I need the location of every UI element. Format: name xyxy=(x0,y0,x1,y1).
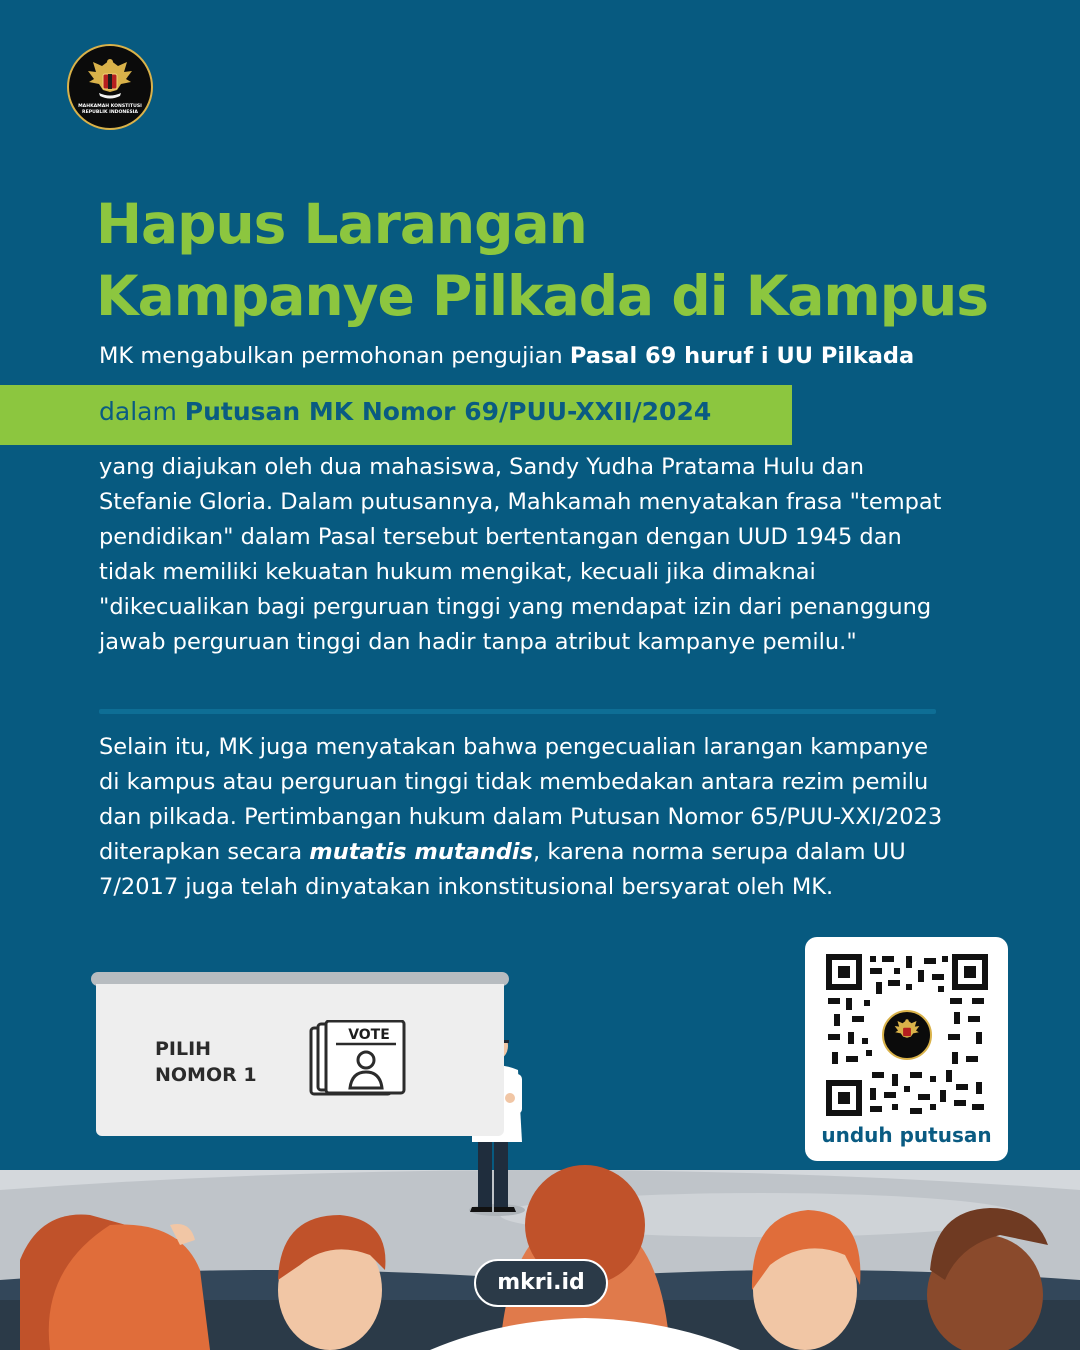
page-title xyxy=(96,188,988,332)
title-line-2: Kampanye Pilkada di Kampus xyxy=(96,264,989,328)
qr-download-label[interactable]: unduh putusan xyxy=(821,1123,992,1147)
decision-number: Putusan MK Nomor 69/PUU-XXII/2024 xyxy=(184,397,712,426)
website-link[interactable]: mkri.id xyxy=(474,1259,608,1307)
logo-caption: MAHKAMAH KONSTITUSI REPUBLIK INDONESIA xyxy=(78,104,142,115)
board-line-2: NOMOR 1 xyxy=(155,1064,257,1086)
mk-logo xyxy=(67,44,153,130)
lead-text xyxy=(99,343,914,369)
paragraph-1: yang diajukan oleh dua mahasiswa, Sandy Yudha Pratama Hulu dan Stefanie Gloria. Dalam putusannya, Mahkamah menyatakan frasa "tempat pendidikan" dalam Pasal tersebut bertentangan dengan UUD 1945 dan tidak memiliki kekuatan hukum mengikat, kecuali jika dimaknai "dikecualikan bagi perguruan tinggi yang mendapat izin dari penanggung jawab perguruan tinggi dan hadir tanpa atribut kampanye pemilu." xyxy=(99,454,942,655)
lead-text-bold: Pasal 69 huruf i UU Pilkada xyxy=(569,343,915,369)
qr-center-logo-icon xyxy=(882,1010,932,1060)
audience-head-4 xyxy=(752,1210,860,1350)
paragraph-2-part-2: , karena norma serupa dalam UU 7/2017 juga telah dinyatakan inkonstitusional bersyarat oleh MK. xyxy=(99,839,906,900)
paragraph-2 xyxy=(99,730,949,905)
title-line-1: Hapus Larangan xyxy=(96,192,587,256)
garuda-emblem-icon xyxy=(69,46,151,128)
divider xyxy=(99,709,936,714)
audience-head-5 xyxy=(927,1208,1048,1350)
audience-head-1 xyxy=(20,1215,210,1350)
highlight-text xyxy=(99,397,711,426)
vote-label: VOTE xyxy=(348,1027,390,1043)
highlight-text-regular: dalam xyxy=(99,397,185,426)
board-text xyxy=(155,1036,257,1088)
board-line-1: PILIH xyxy=(155,1038,212,1060)
paragraph-2-emphasis: mutatis mutandis xyxy=(309,839,534,865)
paragraph-2-part-1: Selain itu, MK juga menyatakan bahwa pengecualian larangan kampanye di kampus atau perguruan tinggi tidak membedakan antara rezim pemilu dan pilkada. Pertimbangan hukum dalam Putusan Nomor 65/PUU-XXI/2023 diterapkan secara xyxy=(99,734,943,865)
lead-text-regular: MK mengabulkan permohonan pengujian xyxy=(99,343,570,369)
